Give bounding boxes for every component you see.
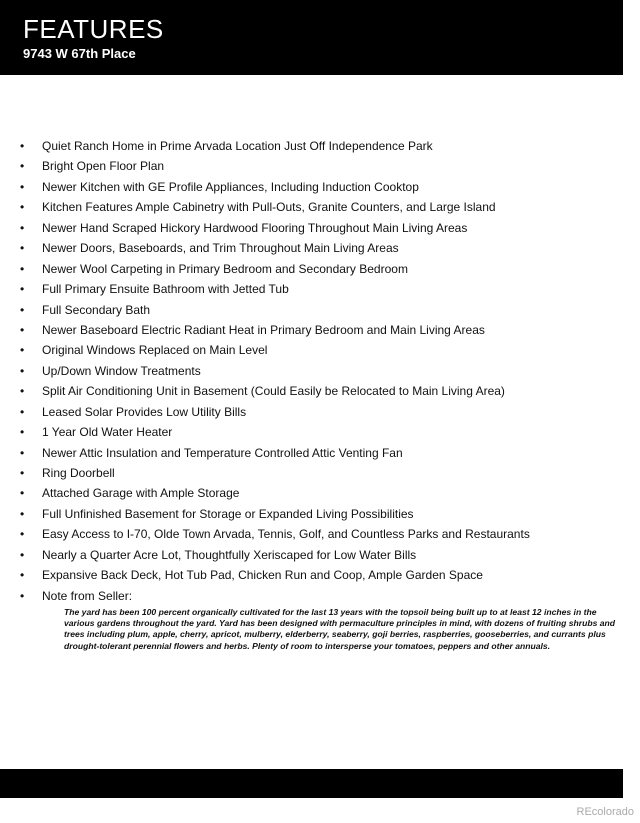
feature-item — [20, 402, 610, 422]
feature-text: Easy Access to I-70, Olde Town Arvada, Tennis, Golf, and Countless Parks and Restaurants — [42, 527, 530, 542]
bullet-icon: • — [20, 506, 25, 521]
bullet-icon: • — [20, 282, 25, 297]
bullet-icon: • — [20, 200, 25, 215]
feature-item — [20, 463, 610, 483]
bullet-icon: • — [20, 261, 25, 276]
feature-item — [20, 320, 610, 340]
bullet-icon: • — [20, 466, 25, 480]
feature-item — [20, 340, 610, 360]
feature-text: Split Air Conditioning Unit in Basement (Could Easily be Relocated to Main Living Area) — [42, 384, 505, 399]
feature-item — [20, 300, 610, 320]
feature-text: Newer Wool Carpeting in Primary Bedroom and Secondary Bedroom — [42, 261, 408, 276]
bullet-icon: • — [20, 445, 25, 460]
header-bar — [0, 0, 623, 75]
feature-text: Full Primary Ensuite Bathroom with Jetted Tub — [42, 282, 289, 297]
feature-text: Expansive Back Deck, Hot Tub Pad, Chicken Run and Coop, Ample Garden Space — [42, 568, 483, 583]
property-address: 9743 W 67th Place — [23, 46, 136, 61]
note-label: Note from Seller: — [42, 588, 133, 603]
bullet-icon: • — [20, 363, 25, 378]
feature-text: Newer Hand Scraped Hickory Hardwood Flooring Throughout Main Living Areas — [42, 220, 468, 235]
feature-item — [20, 504, 610, 524]
bullet-icon: • — [20, 527, 25, 542]
features-list — [20, 136, 616, 652]
feature-item — [20, 177, 610, 197]
feature-text: Ring Doorbell — [42, 466, 115, 480]
bullet-icon: • — [20, 547, 25, 562]
bullet-icon: • — [20, 384, 25, 399]
feature-item — [20, 381, 610, 401]
feature-item — [20, 422, 610, 442]
feature-text: Original Windows Replaced on Main Level — [42, 343, 268, 358]
feature-item — [20, 524, 610, 544]
bullet-icon: • — [20, 241, 25, 256]
footer-bar — [0, 769, 623, 798]
feature-text: Newer Doors, Baseboards, and Trim Throughout Main Living Areas — [42, 241, 399, 256]
feature-text: Newer Baseboard Electric Radiant Heat in Primary Bedroom and Main Living Areas — [42, 322, 485, 337]
feature-text: Newer Kitchen with GE Profile Appliances, Including Induction Cooktop — [42, 179, 419, 194]
feature-text: Kitchen Features Ample Cabinetry with Pull-Outs, Granite Counters, and Large Island — [42, 200, 496, 215]
feature-item — [20, 565, 610, 585]
bullet-icon: • — [20, 302, 25, 317]
feature-item — [20, 238, 610, 258]
page-title: FEATURES — [23, 14, 164, 44]
bullet-icon: • — [20, 139, 25, 153]
bullet-icon: • — [20, 486, 25, 501]
feature-item — [20, 361, 610, 381]
note-text: The yard has been 100 percent organically cultivated for the last 13 years with the topsoil being built up to at least 12 inches in the various gardens throughout the yard. Yard has been designed with permaculture principles in mind, with dozens of fruiting shrubs and trees including plum, apple, cherry, apricot, mulberry, elderberry, seaberry, goji berries, raspberries, gooseberries, and currants plus drought-tolerant perennial flowers and herbs. Plenty of room to intersperse your tomatoes, peppers and other annuals. — [64, 607, 616, 651]
feature-text: Full Unfinished Basement for Storage or Expanded Living Possibilities — [42, 506, 414, 521]
feature-text: Attached Garage with Ample Storage — [42, 486, 240, 501]
feature-text: Full Secondary Bath — [42, 302, 151, 317]
bullet-icon: • — [20, 568, 25, 583]
feature-item — [20, 545, 610, 565]
feature-item — [20, 443, 610, 463]
bullet-icon: • — [20, 179, 25, 194]
feature-item — [20, 136, 610, 156]
bullet-icon: • — [20, 220, 25, 235]
feature-item — [20, 218, 610, 238]
feature-item — [20, 279, 610, 299]
bullet-icon: • — [20, 425, 25, 440]
feature-text: Nearly a Quarter Acre Lot, Thoughtfully Xeriscaped for Low Water Bills — [42, 547, 417, 562]
bullet-icon: • — [20, 343, 25, 358]
feature-item — [20, 197, 610, 217]
feature-item — [20, 156, 610, 176]
note-from-seller — [20, 586, 616, 652]
bullet-icon: • — [20, 322, 25, 337]
feature-text: 1 Year Old Water Heater — [42, 425, 173, 440]
feature-text: Up/Down Window Treatments — [42, 363, 201, 378]
feature-text: Bright Open Floor Plan — [42, 159, 165, 174]
bullet-icon: • — [20, 588, 25, 603]
bullet-icon: • — [20, 404, 25, 419]
feature-item — [20, 259, 610, 279]
bullet-icon: • — [20, 159, 25, 174]
brand-watermark: REcolorado — [576, 806, 634, 818]
feature-text: Quiet Ranch Home in Prime Arvada Location Just Off Independence Park — [42, 139, 433, 153]
feature-text: Leased Solar Provides Low Utility Bills — [42, 404, 247, 419]
feature-text: Newer Attic Insulation and Temperature Controlled Attic Venting Fan — [42, 445, 403, 460]
feature-item — [20, 483, 610, 503]
